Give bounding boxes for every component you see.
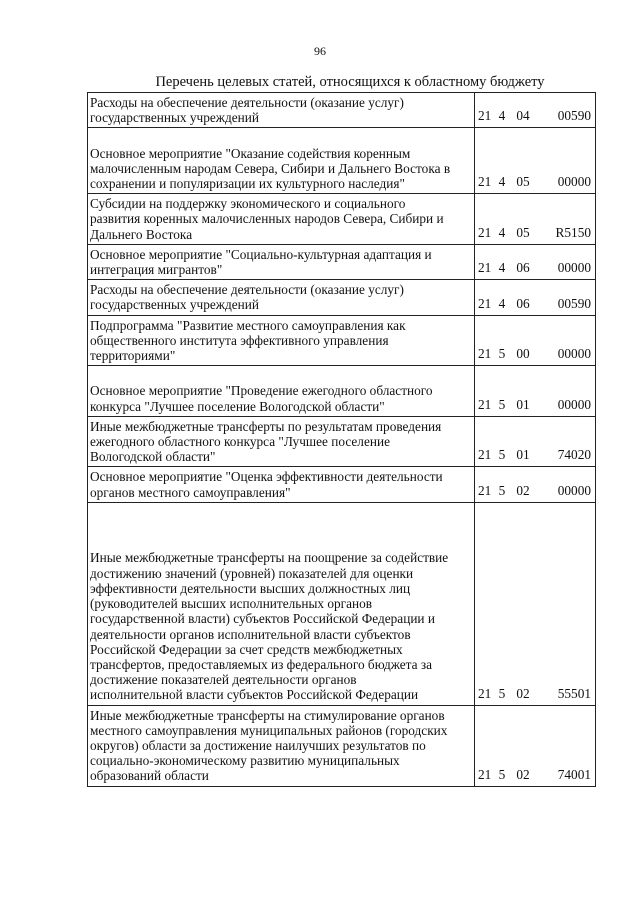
expense-code: 00000 [557, 346, 591, 362]
item-description [88, 194, 475, 245]
description-line: Подпрограмма "Развитие местного самоуправления как [90, 317, 406, 333]
description-line [90, 130, 474, 145]
description-line: (руководителей высших исполнительных органов [90, 596, 373, 612]
description-line [90, 505, 474, 520]
description-line: образований области [90, 768, 209, 784]
expense-code: 00590 [557, 108, 591, 124]
description-line: государственных учреждений [90, 110, 259, 126]
subprogram-code: 5 [498, 766, 506, 782]
program-code: 21 [478, 396, 492, 412]
description-line: Основное мероприятие "Оценка эффективности деятельности [90, 469, 443, 485]
expense-code: R5150 [555, 224, 591, 240]
description-line: исполнительной власти субъектов Российской Федерации [90, 687, 419, 703]
item-code [475, 244, 596, 279]
description-line: трансфертов, предоставляемых из федерального бюджета за [90, 656, 432, 672]
description-line: Иные межбюджетные трансферты на стимулирование органов [90, 707, 445, 723]
description-line: местного самоуправления муниципальных районов (городских [90, 722, 448, 738]
item-code [475, 93, 596, 128]
description-line: Дальнего Востока [90, 226, 193, 242]
expense-code: 00000 [557, 482, 591, 498]
description-line: сохранении и популяризации их культурного наследия" [90, 176, 405, 192]
activity-code: 02 [516, 685, 530, 701]
page-number: 96 [314, 44, 326, 58]
item-description [88, 244, 475, 279]
subprogram-code: 4 [498, 295, 506, 311]
description-line: малочисленным народам Севера, Сибири и Дальнего Востока в [90, 160, 451, 176]
description-line: территориями" [90, 348, 176, 364]
item-code [475, 416, 596, 467]
description-line [90, 368, 474, 383]
item-description [88, 467, 475, 502]
item-description [88, 366, 475, 417]
description-line: Российской Федерации за счет средств межбюджетных [90, 641, 403, 657]
item-description [88, 128, 475, 194]
document-title: Перечень целевых статей, относящихся к областному бюджету [155, 74, 545, 90]
description-line: достижение показателей деятельности органов [90, 672, 357, 688]
description-line: развития коренных малочисленных народов Севера, Сибири и [90, 211, 444, 227]
activity-code: 00 [516, 346, 530, 362]
description-line: Расходы на обеспечение деятельности (оказание услуг) [90, 95, 404, 110]
table-row [88, 467, 596, 502]
table-row [88, 128, 596, 194]
description-line: эффективности деятельности высших должностных лиц [90, 580, 411, 596]
subprogram-code: 5 [498, 396, 506, 412]
item-code [475, 467, 596, 502]
activity-code: 02 [516, 766, 530, 782]
description-line: интеграция мигрантов" [90, 262, 223, 278]
description-line: общественного института эффективного управления [90, 332, 389, 348]
item-code [475, 366, 596, 417]
subprogram-code: 4 [498, 224, 506, 240]
description-line: Основное мероприятие "Оказание содействия коренным [90, 145, 411, 161]
subprogram-code: 5 [498, 482, 506, 498]
activity-code: 02 [516, 482, 530, 498]
expense-code: 00000 [557, 396, 591, 412]
activity-code: 01 [516, 396, 530, 412]
description-line: Субсидии на поддержку экономического и социального [90, 196, 406, 212]
item-description [88, 502, 475, 705]
description-line: конкурса "Лучшее поселение Вологодской области" [90, 398, 385, 414]
target-items-table [87, 92, 596, 787]
description-line: Основное мероприятие "Социально-культурная адаптация и [90, 246, 432, 262]
description-line: государственных учреждений [90, 297, 259, 313]
program-code: 21 [478, 108, 492, 124]
item-description [88, 315, 475, 366]
description-line: округов) области за достижение наилучших результатов по [90, 737, 426, 753]
item-description [88, 280, 475, 315]
expense-code: 00000 [557, 260, 591, 276]
subprogram-code: 5 [498, 685, 506, 701]
description-line: ежегодного областного конкурса "Лучшее поселение [90, 434, 390, 450]
description-line: достижению значений (уровней) показателей для оценки [90, 565, 414, 581]
program-code: 21 [478, 224, 492, 240]
table-row [88, 416, 596, 467]
program-code: 21 [478, 174, 492, 190]
program-code: 21 [478, 260, 492, 276]
subprogram-code: 4 [498, 108, 506, 124]
program-code: 21 [478, 295, 492, 311]
program-code: 21 [478, 685, 492, 701]
table-row [88, 280, 596, 315]
table-row [88, 315, 596, 366]
item-code [475, 705, 596, 786]
subprogram-code: 4 [498, 174, 506, 190]
description-line: деятельности органов исполнительной власти субъектов [90, 626, 411, 642]
description-line: Вологодской области" [90, 449, 216, 465]
activity-code: 04 [516, 108, 530, 124]
expense-code: 00590 [557, 295, 591, 311]
item-description [88, 93, 475, 128]
activity-code: 01 [516, 447, 530, 463]
subprogram-code: 4 [498, 260, 506, 276]
item-code [475, 194, 596, 245]
activity-code: 06 [516, 295, 530, 311]
item-code [475, 502, 596, 705]
activity-code: 05 [516, 224, 530, 240]
item-description [88, 705, 475, 786]
table-row [88, 366, 596, 417]
item-code [475, 280, 596, 315]
subprogram-code: 5 [498, 346, 506, 362]
expense-code: 74020 [557, 447, 591, 463]
description-line: Иные межбюджетные трансферты на поощрение за содействие [90, 550, 449, 566]
table-row [88, 244, 596, 279]
expense-code: 74001 [557, 766, 591, 782]
description-line: Основное мероприятие "Проведение ежегодного областного [90, 383, 433, 399]
item-code [475, 315, 596, 366]
expense-code: 00000 [557, 174, 591, 190]
description-line: социально-экономическому развитию муниципальных [90, 753, 400, 769]
activity-code: 06 [516, 260, 530, 276]
table-body [88, 93, 596, 787]
table-row [88, 705, 596, 786]
program-code: 21 [478, 482, 492, 498]
subprogram-code: 5 [498, 447, 506, 463]
description-line [90, 535, 474, 550]
item-description [88, 416, 475, 467]
program-code: 21 [478, 346, 492, 362]
description-line: Иные межбюджетные трансферты по результатам проведения [90, 418, 442, 434]
table-row [88, 93, 596, 128]
program-code: 21 [478, 447, 492, 463]
table-row [88, 502, 596, 705]
description-line [90, 520, 474, 535]
description-line: государственной власти) субъектов Российской Федерации и [90, 611, 435, 627]
table-row [88, 194, 596, 245]
item-code [475, 128, 596, 194]
expense-code: 55501 [557, 685, 591, 701]
program-code: 21 [478, 766, 492, 782]
activity-code: 05 [516, 174, 530, 190]
description-line: Расходы на обеспечение деятельности (оказание услуг) [90, 282, 404, 298]
description-line: органов местного самоуправления" [90, 484, 291, 500]
